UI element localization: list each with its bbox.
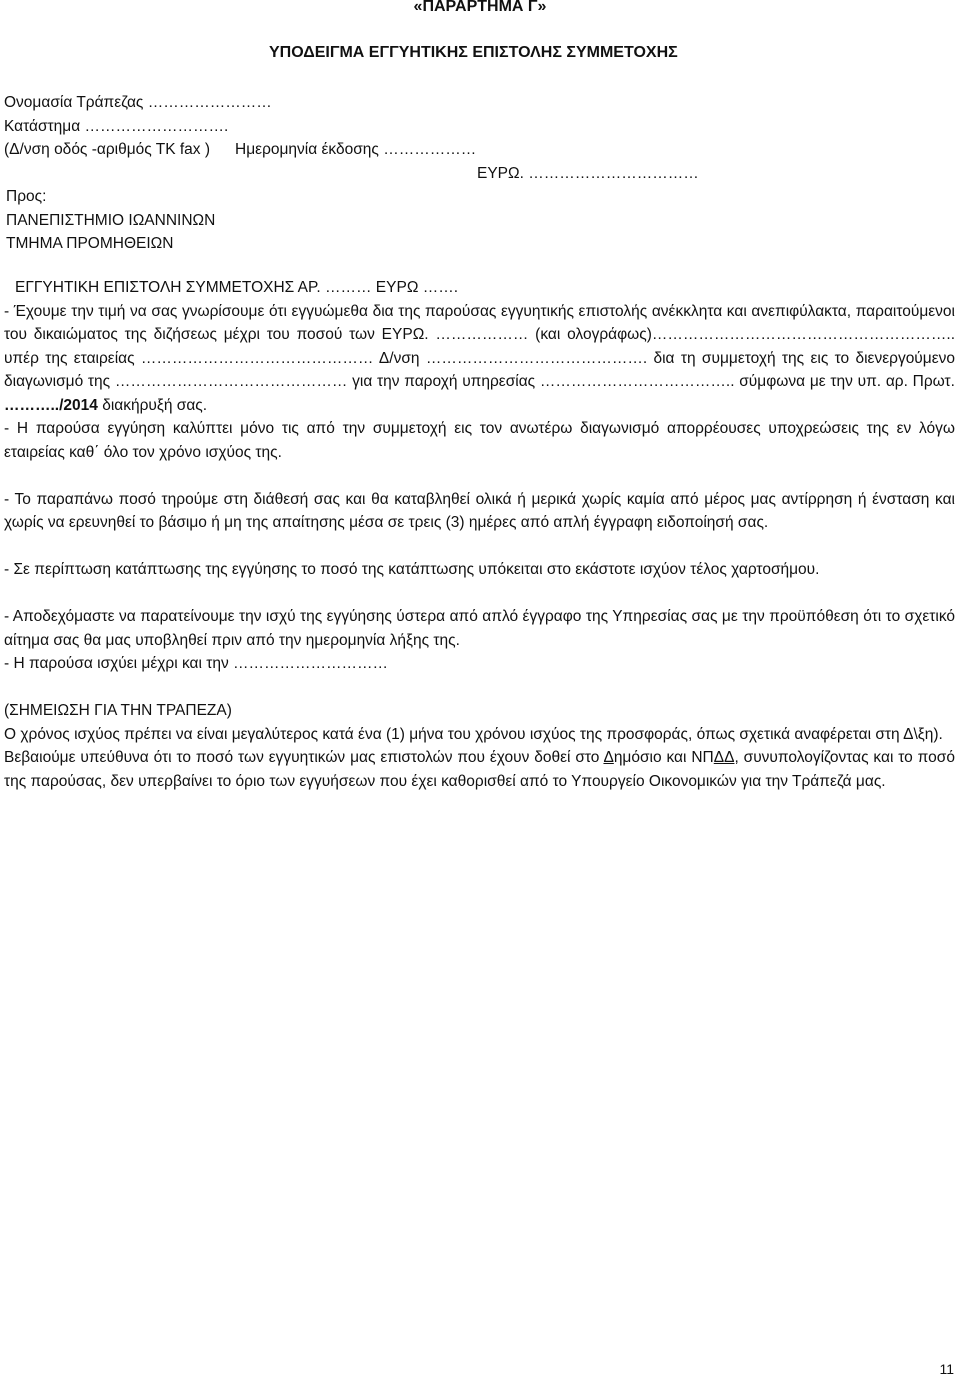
paragraph-guarantee-end: διακήρυξή σας.	[97, 396, 208, 414]
to-label: Προς:	[6, 188, 47, 205]
spacer	[4, 535, 955, 559]
recipient-line-1: ΠΑΝΕΠΙΣΤΗΜΙΟ ΙΩΑΝΝΙΝΩΝ	[6, 211, 216, 229]
spacer	[4, 582, 955, 606]
annex-title: «ΠΑΡΑΡΤΗΜΑ Γ»	[413, 0, 547, 15]
address-text: (Δ/νση οδός -αριθμός ΤΚ fax )	[4, 141, 211, 158]
paragraph-coverage: - Η παρούσα εγγύηση καλύπτει μόνο τις από την συμμετοχή εις τον ανωτέρω διαγωνισμό απορρέουσες υποχρεώσεις της εν λόγω εταιρείας καθ΄ όλο τον χρόνο ισχύος της.	[4, 420, 955, 461]
page-number: 11	[939, 1360, 954, 1377]
note-paragraph-2-text: Βεβαιούμε υπεύθυνα ότι το ποσό των εγγυητικών μας επιστολών που έχουν δοθεί στο	[4, 749, 604, 766]
protocol-number: ………../2014	[4, 396, 98, 414]
paragraph-guarantee-text: - Έχουμε την τιμή να σας γνωρίσουμε ότι εγγυώμεθα δια της παρούσας εγγυητικής επιστολής ανέκκλητα και ανεπιφύλακτα, παραιτούμενοι του δικαιώματος της διζήσεως μέχρι του ποσού των ΕΥΡΩ. ……………… (και ολογράφως)………………………………………………….. υπέρ της εταιρείας ……………………………………… Δ/νση ……………………………………. δια τη συμμετοχή της εις το διενεργούμενο διαγωνισμό της ……………………………………… για την παροχή υπηρεσίας ……………………………….. σύμφωνα με την υπ. αρ. Πρωτ.	[4, 302, 955, 390]
note-paragraph-1: Ο χρόνος ισχύος πρέπει να είναι μεγαλύτερος κατά ένα (1) μήνα του χρόνου ισχύος της προσφοράς, όπως σχετικά αναφέρεται στη Δ\ξη).	[4, 725, 943, 743]
amount-line: ΕΥΡΩ. ……………………………	[477, 164, 699, 182]
note-paragraph-2-mid: ημόσιο και ΝΠ	[613, 749, 714, 766]
letter-body	[4, 276, 955, 793]
note-underlined-letters: ΔΔ	[713, 749, 735, 766]
paragraph-extension: - Αποδεχόμαστε να παρατείνουμε την ισχύ της εγγύησης ύστερα από απλό έγγραφο της Υπηρεσίας σας με την προϋπόθεση ότι το σχετικό αίτημα σας θα μας υποβληθεί πριν από την ημερομηνία λήξης της.	[4, 608, 955, 649]
spacer	[4, 676, 955, 700]
guarantee-reference: ΕΓΓΥΗΤΙΚΗ ΕΠΙΣΤΟΛΗ ΣΥΜΜΕΤΟΧΗΣ ΑΡ. ……… ΕΥΡΩ …….	[15, 279, 459, 296]
spacer	[4, 464, 955, 488]
address-line	[4, 138, 944, 162]
note-underlined-letter: Δ	[603, 749, 614, 766]
note-heading: (ΣΗΜΕΙΩΣΗ ΓΙΑ ΤΗΝ ΤΡΑΠΕΖΑ)	[4, 702, 232, 719]
paragraph-payment: - Το παραπάνω ποσό τηρούμε στη διάθεσή σας και θα καταβληθεί ολικά ή μερικά χωρίς καμία από μέρος μας αντίρρηση ή ένσταση και χωρίς να ερευνηθεί το βάσιμο ή μη της απαίτησης μέσα σε τρεις (3) ημέρες από απλή έγγραφη ειδοποίησή σας.	[4, 490, 955, 531]
paragraph-guarantee	[4, 300, 955, 418]
recipient-line-2: ΤΜΗΜΑ ΠΡΟΜΗΘΕΙΩΝ	[6, 235, 174, 252]
issue-date-text: Ημερομηνία έκδοσης ………………	[235, 141, 477, 158]
paragraph-validity: - Η παρούσα ισχύει μέχρι και την …………………………	[4, 655, 389, 672]
document-title: ΥΠΟΔΕΙΓΜΑ ΕΓΓΥΗΤΙΚΗΣ ΕΠΙΣΤΟΛΗΣ ΣΥΜΜΕΤΟΧΗΣ	[269, 44, 678, 61]
note-paragraph-2-end: , συνυπολογίζοντας και το ποσό της παρούσας, δεν υπερβαίνει το όριο των εγγυήσεων που έχει καθορισθεί από το Υπουργείο Οικονομικών για την Τράπεζά μας.	[4, 749, 955, 790]
bank-name-line: Ονομασία Τράπεζας ……………………	[4, 94, 272, 111]
letter-header	[4, 91, 944, 256]
paragraph-forfeiture: - Σε περίπτωση κατάπτωσης της εγγύησης το ποσό της κατάπτωσης υπόκειται στο εκάστοτε ισχύον τέλος χαρτοσήμου.	[4, 561, 820, 578]
note-paragraph-2	[4, 746, 955, 793]
branch-line: Κατάστημα ……………………….	[4, 117, 229, 135]
